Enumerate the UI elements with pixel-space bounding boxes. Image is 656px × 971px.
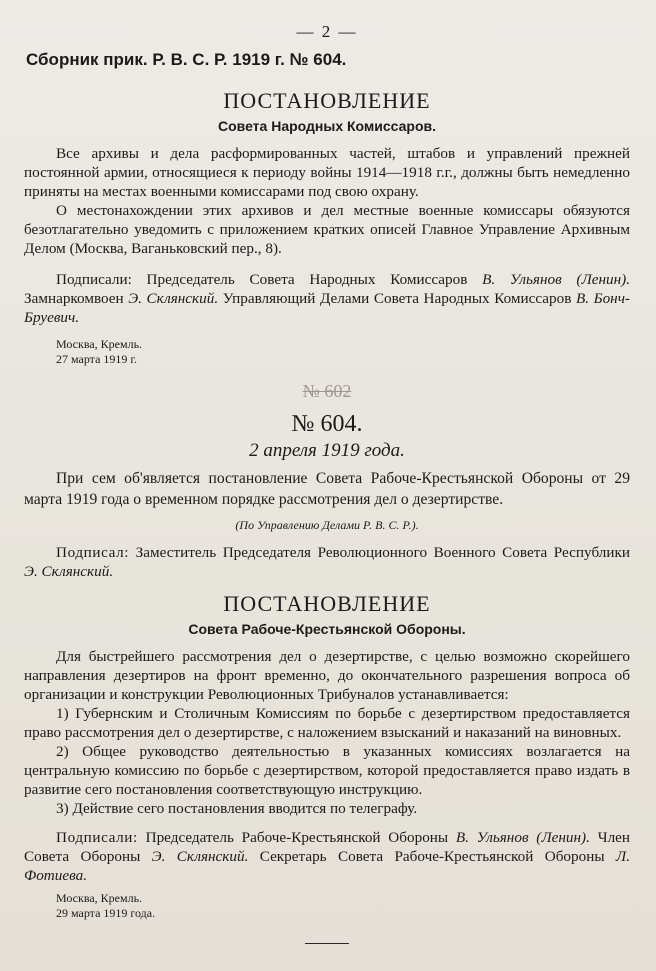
decree1-signed-rest: Управляющий Делами Совета Народных Комиссаров: [222, 290, 572, 307]
decree2-signer-1: В. Ульянов (Ленин).: [455, 829, 590, 846]
end-divider: [305, 943, 349, 944]
decree1-paragraph-2: О местонахождении этих архивов и дел местные военные комиссары обязуются безотлагательно уведомить с приложением кратких описей Главное Управление Архивным Делом (Москва, Ваганьковский пер., 8).: [24, 202, 630, 257]
decree2-signed-text-2: Член Совета Обороны: [24, 829, 631, 865]
decree1-paragraph-1: Все архивы и дела расформированных частей, штабов и управлений прежней постоянной армии, относящиеся к периоду войны 1914—1918 г.г., должны быть немедленно приняты на местах военными комиссарами под свою охрану.: [24, 145, 630, 200]
decree1-title: ПОСТАНОВЛЕНИЕ: [223, 88, 431, 113]
order-number: № 604.: [291, 411, 363, 437]
order-note: (По Управлению Делами Р. В. С. Р.).: [235, 518, 419, 532]
decree1-date: 27 марта 1919 г.: [56, 352, 137, 366]
decree2-signed-label: Подписали:: [56, 829, 138, 846]
decree1-signed-mid: Замнаркомвоен: [24, 290, 124, 307]
decree2-item-2: 2) Общее руководство деятельностью в указанных комиссиях возлагается на центральную комиссию по борьбе с дезертирством, которой предоставляется право издать в развитие сего постановления соответствующую инструкцию.: [24, 743, 630, 798]
collection-header: Сборник прик. Р. В. С. Р. 1919 г. № 604.: [26, 50, 347, 69]
decree1-signed-label: Подписали: Председатель Совета Народных Комиссаров: [56, 271, 468, 288]
order-signer: Э. Склянский.: [24, 563, 114, 580]
order-signed-text: Заместитель Председателя Революционного Военного Совета Республики: [135, 544, 630, 561]
decree2-signer-3: Л. Фотиева.: [24, 848, 630, 884]
decree2-subtitle: Совета Рабоче-Крестьянской Обороны.: [188, 621, 466, 637]
decree2-intro: Для быстрейшего рассмотрения дел о дезертирстве, с целью возможно скорейшего направления дезертиров на фронт временно, до окончательного разрешения вопроса об организации и конструкции Революционных Трибуналов устанавливается:: [24, 648, 630, 703]
decree2-date: 29 марта 1919 года.: [56, 906, 156, 920]
order-signature: [24, 543, 630, 581]
order-signed-label: Подписал:: [56, 544, 130, 561]
decree1-signatures: [24, 270, 630, 327]
decree2-item-1: 1) Губернским и Столичным Комиссиям по борьбе с дезертирством предоставляется право рассмотрения дел о дезертирстве, с наложением взысканий и наказаний на виновных.: [24, 705, 630, 741]
decree2-signer-2: Э. Склянский.: [151, 848, 249, 865]
decree2-place-date: [56, 891, 630, 921]
decree1-signer-2: Э. Склянский.: [128, 290, 219, 307]
decree2-signatures: [24, 828, 630, 885]
decree1-place: Москва, Кремль.: [56, 337, 143, 351]
page-number: — 2 —: [296, 22, 358, 41]
decree2-place: Москва, Кремль.: [56, 891, 143, 905]
decree2-signed-text-1: Председатель Рабоче-Крестьянской Обороны: [145, 829, 449, 846]
decree2-item-3: 3) Действие сего постановления вводится по телеграфу.: [56, 800, 418, 817]
faded-order-number: № 602: [302, 381, 352, 401]
decree1-place-date: [56, 337, 630, 367]
order-date: 2 апреля 1919 года.: [249, 440, 405, 461]
decree1-signer-1: В. Ульянов (Ленин).: [482, 271, 631, 288]
decree1-signer-3: В. Бонч-Бруевич.: [24, 290, 630, 326]
decree2-signed-text-3: Секретарь Совета Рабоче-Крестьянской Обороны: [259, 848, 605, 865]
decree1-subtitle: Совета Народных Комиссаров.: [217, 118, 436, 134]
decree2-title: ПОСТАНОВЛЕНИЕ: [223, 591, 431, 616]
order-text: При сем об'является постановление Совета Рабоче-Крестьянской Обороны от 29 марта 1919 года о временном порядке рассмотрения дел о дезертирстве.: [24, 470, 630, 508]
